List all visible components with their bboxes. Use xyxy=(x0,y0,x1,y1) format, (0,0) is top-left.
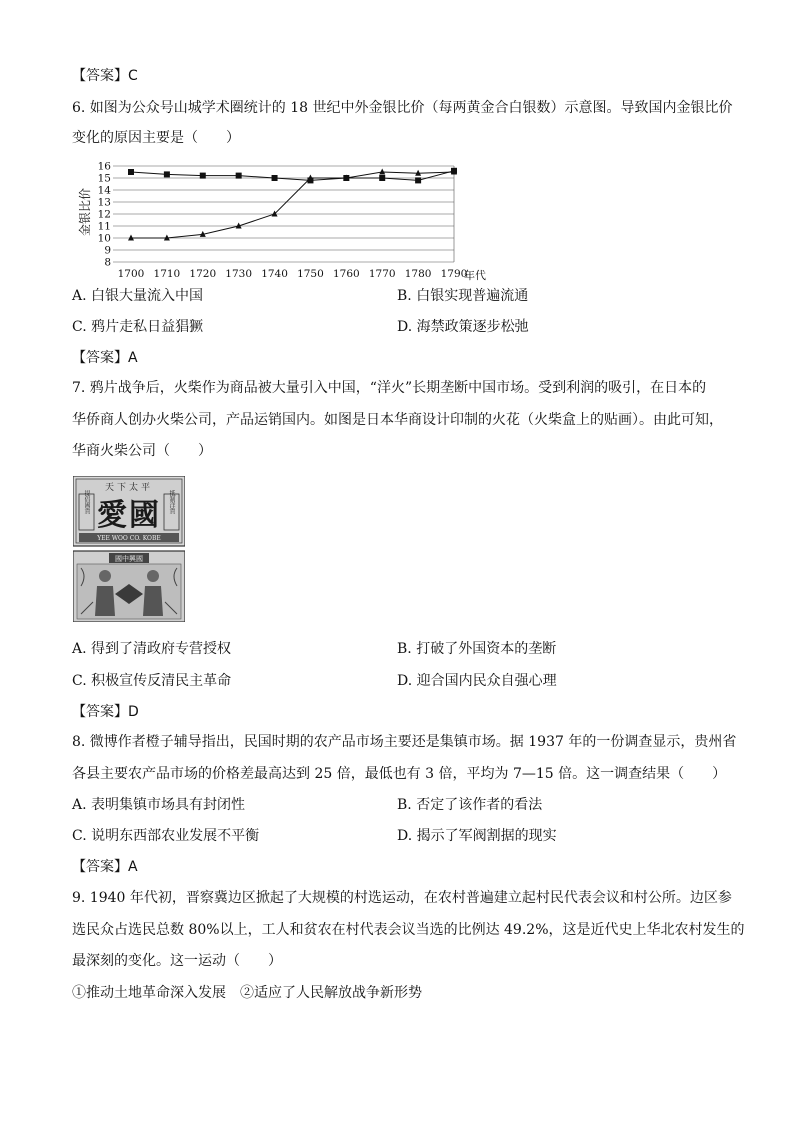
y-tick-label: 16 xyxy=(97,160,111,173)
q9-stem-line1: 9. 1940 年代初，晋察冀边区掀起了大规模的村选运动，在农村普遍建立起村民代表会议和村公所。边区参 xyxy=(72,890,732,906)
y-tick-label: 14 xyxy=(97,184,111,197)
y-tick-label: 15 xyxy=(97,172,111,185)
q8-option-d[interactable]: D. 揭示了军阀割据的现实 xyxy=(397,828,557,844)
x-tick-label: 1770 xyxy=(368,268,396,280)
data-point-square xyxy=(415,177,421,183)
x-tick-label: 1760 xyxy=(332,268,360,280)
data-point-square xyxy=(164,171,170,177)
chart-series xyxy=(128,168,457,241)
y-tick-label: 10 xyxy=(97,232,111,245)
answer-q5 xyxy=(72,66,138,86)
x-tick-label: 1730 xyxy=(225,268,253,280)
series-line-square xyxy=(131,171,454,181)
y-tick-label: 8 xyxy=(104,256,111,269)
q7-stem-line1: 7. 鸦片战争后，火柴作为商品被大量引入中国，“洋火”长期垄断中国市场。受到利润的吸引，在日本的 xyxy=(72,380,707,396)
q7-option-d[interactable]: D. 迎合国内民众自强心理 xyxy=(397,673,557,689)
x-tick-label: 1700 xyxy=(117,268,145,280)
svg-text:愛國: 愛國 xyxy=(97,498,161,533)
data-point-square xyxy=(272,175,278,181)
q7-option-b[interactable]: B. 打破了外国资本的垄断 xyxy=(397,641,557,657)
chart-grid xyxy=(113,166,454,262)
q7-stem-line2: 华侨商人创办火柴公司，产品运销国内。如图是日本华商设计印制的火花（火柴盒上的贴画）。由此可知， xyxy=(72,412,723,428)
answer-value: A xyxy=(128,859,138,875)
q9-stem-line2: 选民众占选民总数 80%以上，工人和贫农在村代表会议当选的比例达 49.2%，这是近代史上华北农村发生的 xyxy=(72,922,745,938)
answer-q8 xyxy=(72,857,138,877)
x-tick-label: 1720 xyxy=(189,268,217,280)
q8-stem-line1: 8. 微博作者橙子辅导指出，民国时期的农产品市场主要还是集镇市场。据 1937 年的一份调查显示，贵州省 xyxy=(72,734,737,750)
q8-option-c[interactable]: C. 说明东西部农业发展不平衡 xyxy=(72,828,260,844)
y-tick-labels xyxy=(98,161,112,269)
x-axis-label: 年代 xyxy=(464,269,486,282)
answer-label: 【答案】 xyxy=(72,704,128,720)
q6-option-b[interactable]: B. 白银实现普遍流通 xyxy=(397,288,529,304)
q6-option-a[interactable]: A. 白银大量流入中国 xyxy=(72,288,204,304)
svg-text:提倡國貨: 提倡國貨 xyxy=(83,490,90,514)
answer-q7 xyxy=(72,702,139,722)
q8-option-a[interactable]: A. 表明集镇市场具有封闭性 xyxy=(72,797,246,813)
y-tick-label: 11 xyxy=(97,220,111,233)
gold-silver-ratio-chart xyxy=(76,160,496,282)
q7-option-c[interactable]: C. 积极宣传反清民主革命 xyxy=(72,673,232,689)
answer-value: D xyxy=(128,704,139,720)
y-tick-label: 12 xyxy=(97,208,111,221)
answer-label: 【答案】 xyxy=(72,68,128,84)
x-tick-label: 1750 xyxy=(297,268,324,280)
series-line-triangle xyxy=(131,172,454,238)
q6-option-c[interactable]: C. 鸦片走私日益猖獗 xyxy=(72,319,204,335)
svg-text:國中興國: 國中興國 xyxy=(115,555,143,563)
answer-q6 xyxy=(72,348,138,368)
data-point-triangle xyxy=(379,169,385,175)
answer-value: C xyxy=(128,68,138,84)
x-tick-label: 1710 xyxy=(153,268,181,280)
y-axis-label: 金银比价 xyxy=(78,187,92,237)
svg-text:抵制洋貨: 抵制洋貨 xyxy=(168,490,175,514)
q6-option-d[interactable]: D. 海禁政策逐步松弛 xyxy=(397,319,529,335)
data-point-square xyxy=(128,169,134,175)
x-tick-label: 1740 xyxy=(261,268,288,280)
q8-stem-line2: 各县主要农产品市场的价格差最高达到 25 倍，最低也有 3 倍，平均为 7—15 倍。这一调查结果（ ） xyxy=(72,766,727,782)
data-point-square xyxy=(236,173,242,179)
y-tick-label: 9 xyxy=(104,244,111,257)
q7-option-a[interactable]: A. 得到了清政府专营授权 xyxy=(72,641,232,657)
q8-option-b[interactable]: B. 否定了该作者的看法 xyxy=(397,797,543,813)
q6-stem-line1: 6. 如图为公众号山城学术圈统计的 18 世纪中外金银比价（每两黄金合白银数）示意图。导致国内金银比价 xyxy=(72,100,733,116)
q7-stem-line3: 华商火柴公司（ ） xyxy=(72,443,212,459)
y-tick-label: 13 xyxy=(97,196,111,209)
answer-label: 【答案】 xyxy=(72,350,128,366)
answer-label: 【答案】 xyxy=(72,859,128,875)
q9-statement-line: ①推动土地革命深入发展 ②适应了人民解放战争新形势 xyxy=(72,985,422,1001)
x-tick-labels xyxy=(118,268,468,280)
matchbox-label-image xyxy=(73,476,185,622)
x-tick-label: 1790 xyxy=(440,268,468,280)
q6-stem-line2: 变化的原因主要是（ ） xyxy=(72,130,240,146)
answer-value: A xyxy=(128,350,138,366)
svg-text:YEE WOO CO. KOBE: YEE WOO CO. KOBE xyxy=(97,535,161,542)
svg-text:天下太平: 天下太平 xyxy=(104,483,154,493)
data-point-square xyxy=(379,175,385,181)
q9-stem-line3: 最深刻的变化。这一运动（ ） xyxy=(72,953,282,969)
data-point-square xyxy=(200,173,206,179)
x-tick-label: 1780 xyxy=(404,268,432,280)
